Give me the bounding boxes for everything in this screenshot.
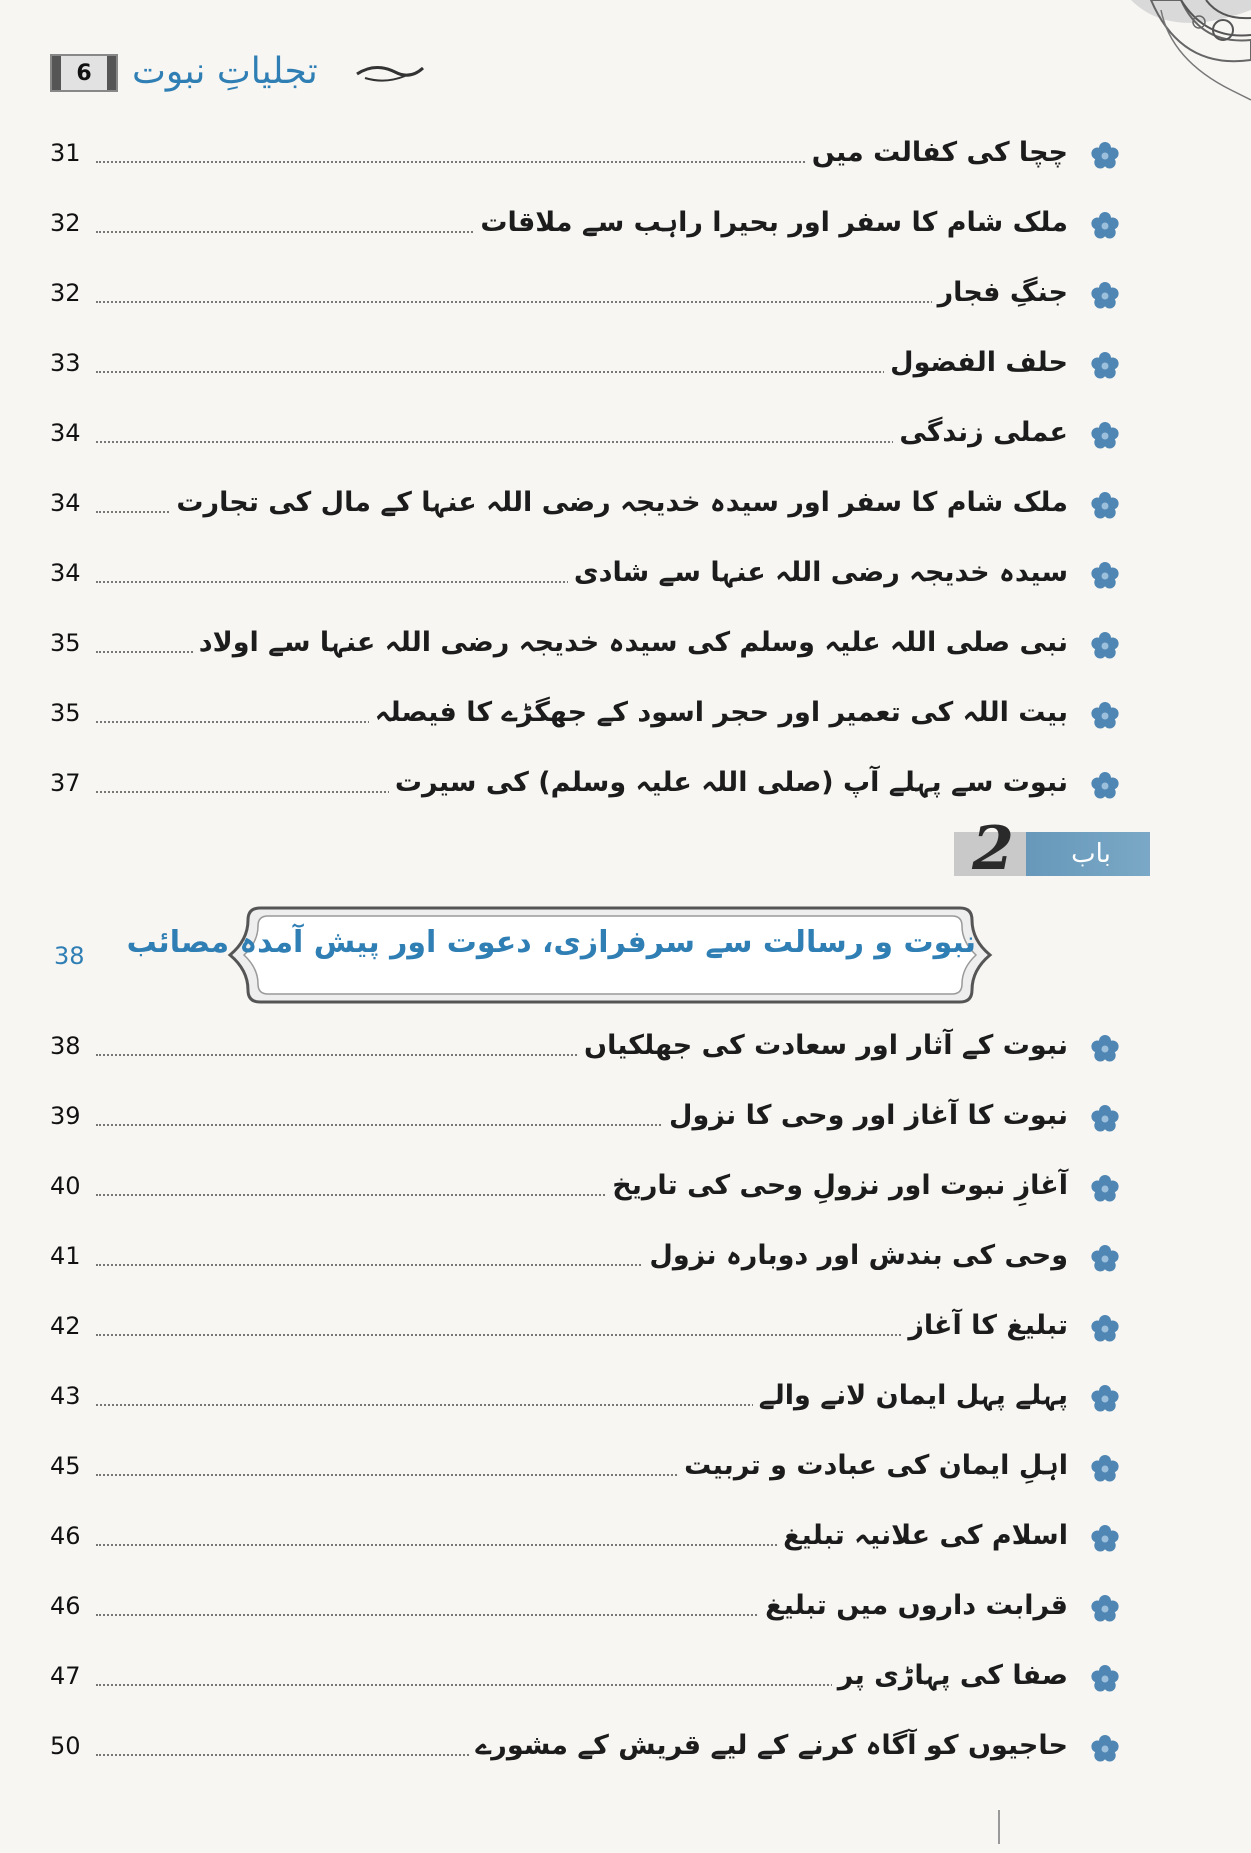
toc-entry-title: ملک شام کا سفر اور بحیرا راہب سے ملاقات: [474, 203, 1068, 243]
toc-entry-page: 41: [50, 1242, 81, 1270]
toc-entry-title: چچا کی کفالت میں: [806, 133, 1068, 173]
toc-entry[interactable]: [50, 1446, 1120, 1490]
toc-entry[interactable]: [50, 483, 1120, 527]
corner-ornament-icon: [1111, 0, 1251, 110]
leader-dots: [96, 1334, 996, 1336]
toc-entry[interactable]: [50, 1586, 1120, 1630]
toc-entry[interactable]: [50, 133, 1120, 177]
toc-entry[interactable]: [50, 1166, 1120, 1210]
toc-entry-title: صفا کی پہاڑی پر: [832, 1656, 1068, 1696]
leader-dots: [96, 1404, 866, 1406]
toc-entry-page: 37: [50, 769, 81, 797]
flower-bullet-icon: [1090, 1454, 1120, 1484]
toc-entry[interactable]: [50, 343, 1120, 387]
toc-entry-page: 34: [50, 559, 81, 587]
leader-dots: [96, 441, 1026, 443]
toc-entry-page: 47: [50, 1662, 81, 1690]
toc-entry-title: پہلے پہل ایمان لانے والے: [753, 1376, 1068, 1416]
toc-entry-page: 32: [50, 279, 81, 307]
flower-bullet-icon: [1090, 1384, 1120, 1414]
flower-bullet-icon: [1090, 211, 1120, 241]
toc-entry-title: اسلام کی علانیہ تبلیغ: [777, 1516, 1068, 1556]
flower-bullet-icon: [1090, 281, 1120, 311]
toc-entry[interactable]: [50, 623, 1120, 667]
book-title: تجلیاتِ نبوت: [132, 51, 318, 92]
toc-entry-title: بیت اللہ کی تعمیر اور حجر اسود کے جھگڑے کا فیصلہ: [369, 693, 1068, 733]
flower-bullet-icon: [1090, 1104, 1120, 1134]
flower-bullet-icon: [1090, 561, 1120, 591]
toc-entry-page: 33: [50, 349, 81, 377]
flower-bullet-icon: [1090, 491, 1120, 521]
flower-bullet-icon: [1090, 631, 1120, 661]
flower-bullet-icon: [1090, 1314, 1120, 1344]
toc-entry-title: آغازِ نبوت اور نزولِ وحی کی تاریخ: [606, 1166, 1068, 1206]
flower-bullet-icon: [1090, 701, 1120, 731]
flower-bullet-icon: [1090, 1244, 1120, 1274]
flower-bullet-icon: [1090, 141, 1120, 171]
toc-entry-title: حاجیوں کو آگاہ کرنے کے لیے قریش کے مشورے: [469, 1726, 1068, 1766]
toc-entry-page: 46: [50, 1592, 81, 1620]
flower-bullet-icon: [1090, 1594, 1120, 1624]
flower-bullet-icon: [1090, 1174, 1120, 1204]
toc-entry[interactable]: [50, 1026, 1120, 1070]
toc-entry[interactable]: [50, 1656, 1120, 1700]
toc-entry-title: نبوت کا آغاز اور وحی کا نزول: [663, 1096, 1068, 1136]
chapter-label: باب: [1071, 839, 1111, 869]
toc-entry-page: 35: [50, 629, 81, 657]
toc-entry-title: ملک شام کا سفر اور سیدہ خدیجہ رضی اللہ عنہا کے مال کی تجارت: [170, 483, 1068, 523]
toc-entry[interactable]: [50, 1236, 1120, 1280]
toc-entry-page: 45: [50, 1452, 81, 1480]
toc-entry-page: 43: [50, 1382, 81, 1410]
toc-entry[interactable]: [50, 693, 1120, 737]
flower-bullet-icon: [1090, 1034, 1120, 1064]
chapter-page-number: 38: [54, 942, 85, 970]
flower-bullet-icon: [1090, 421, 1120, 451]
leader-dots: [96, 301, 1036, 303]
toc-entry-page: 31: [50, 139, 81, 167]
toc-entry[interactable]: [50, 1096, 1120, 1140]
toc-entry[interactable]: [50, 553, 1120, 597]
toc-entry[interactable]: [50, 203, 1120, 247]
toc-entry[interactable]: [50, 1306, 1120, 1350]
toc-entry[interactable]: [50, 273, 1120, 317]
flower-bullet-icon: [1090, 1734, 1120, 1764]
toc-entry-page: 34: [50, 419, 81, 447]
toc-entry-page: 39: [50, 1102, 81, 1130]
toc-entry-page: 46: [50, 1522, 81, 1550]
toc-entry[interactable]: [50, 413, 1120, 457]
flower-bullet-icon: [1090, 1664, 1120, 1694]
toc-entry-page: 40: [50, 1172, 81, 1200]
toc-entry-page: 42: [50, 1312, 81, 1340]
toc-entry-title: حلف الفضول: [884, 343, 1068, 383]
toc-entry-title: عملی زندگی: [893, 413, 1068, 453]
toc-entry-title: نبوت کے آثار اور سعادت کی جھلکیاں: [578, 1026, 1068, 1066]
toc-entry-title: تبلیغ کا آغاز: [902, 1306, 1068, 1346]
toc-entry[interactable]: [50, 1726, 1120, 1770]
flower-bullet-icon: [1090, 1524, 1120, 1554]
toc-entry-page: 34: [50, 489, 81, 517]
page-header: [50, 46, 470, 98]
toc-entry-page: 35: [50, 699, 81, 727]
flower-bullet-icon: [1090, 351, 1120, 381]
toc-entry-page: 32: [50, 209, 81, 237]
chapter-number: 2: [972, 814, 1014, 884]
toc-entry[interactable]: [50, 1516, 1120, 1560]
leader-dots: [96, 371, 996, 373]
toc-entry-title: سیدہ خدیجہ رضی اللہ عنہا سے شادی: [568, 553, 1068, 593]
toc-entry-title: اہلِ ایمان کی عبادت و تربیت: [678, 1446, 1068, 1486]
chapter-title[interactable]: نبوت و رسالت سے سرفرازی، دعوت اور پیش آمدہ مصائب: [126, 925, 976, 960]
calligraphy-swash-icon: [355, 60, 425, 86]
flower-bullet-icon: [1090, 771, 1120, 801]
page-number: 6: [50, 54, 118, 92]
toc-entry[interactable]: [50, 1376, 1120, 1420]
toc-entry-page: 50: [50, 1732, 81, 1760]
toc-entry-page: 38: [50, 1032, 81, 1060]
toc-entry-title: نبی صلی اللہ علیہ وسلم کی سیدہ خدیجہ رضی اللہ عنہا سے اولاد: [193, 623, 1068, 663]
toc-entry-title: وحی کی بندش اور دوبارہ نزول: [643, 1236, 1068, 1276]
toc-entry-title: جنگِ فجار: [932, 273, 1068, 313]
toc-entry[interactable]: [50, 763, 1120, 807]
toc-entry-title: قرابت داروں میں تبلیغ: [759, 1586, 1068, 1626]
footer-mark: [998, 1810, 1000, 1844]
toc-entry-title: نبوت سے پہلے آپ (صلی اللہ علیہ وسلم) کی سیرت: [389, 763, 1068, 803]
